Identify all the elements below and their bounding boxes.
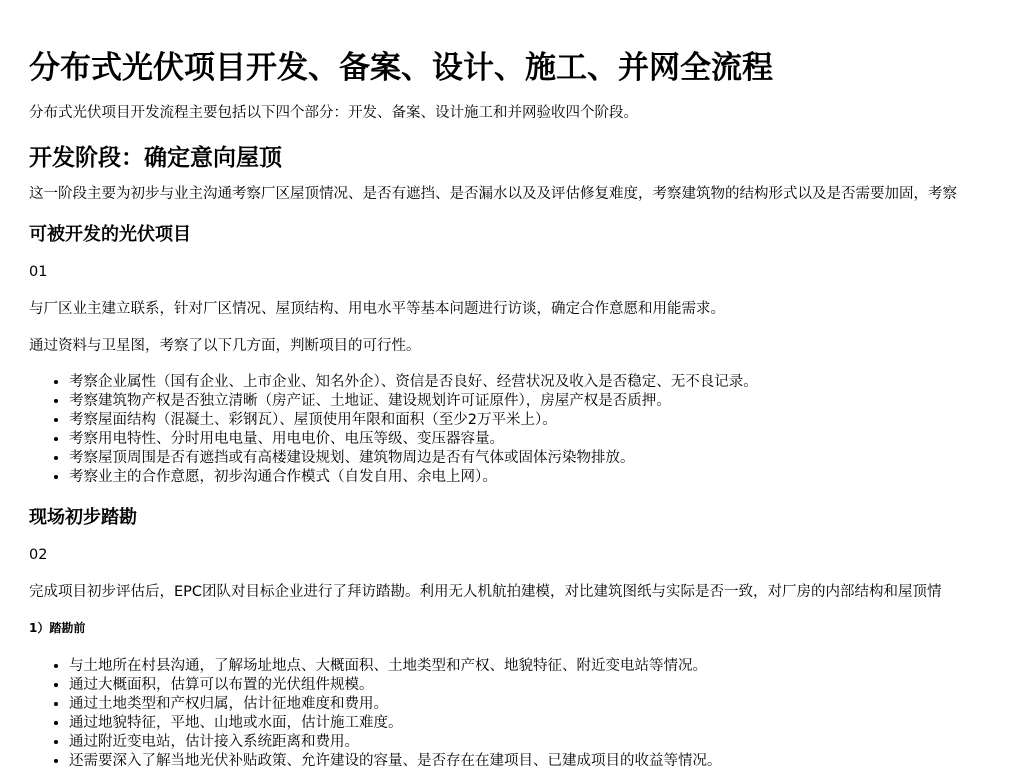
list-item: • 还需要深入了解当地光伏补贴政策、允许建设的容量、是否存在在建项目、已建成项目的收益等情况。	[69, 752, 1024, 768]
article-content	[29, 48, 1024, 768]
step2-checklist	[29, 657, 1024, 768]
list-item: • 考察建筑物产权是否独立清晰（房产证、土地证、建设规划许可证原件），房屋产权是否质押。	[69, 392, 1024, 411]
list-item: • 与土地所在村县沟通，了解场址地点、大概面积、土地类型和产权、地貌特征、附近变电站等情况。	[69, 657, 1024, 676]
step1-text-contact: 与厂区业主建立联系，针对厂区情况、屋顶结构、用电水平等基本问题进行访谈，确定合作意愿和用能需求。	[29, 301, 725, 317]
list-item: • 考察屋面结构（混凝土、彩钢瓦）、屋顶使用年限和面积（至少2万平米上）。	[69, 411, 1024, 430]
step1-checklist	[29, 373, 1024, 487]
step1-text-feasibility: 通过资料与卫星图，考察了以下几方面，判断项目的可行性。	[29, 338, 421, 354]
list-item: • 考察用电特性、分时用电电量、用电电价、电压等级、变压器容量。	[69, 430, 1024, 449]
step1-number: 01	[29, 264, 48, 280]
list-item: • 通过大概面积，估算可以布置的光伏组件规模。	[69, 676, 1024, 695]
list-item: • 通过地貌特征，平地、山地或水面，估计施工难度。	[69, 714, 1024, 733]
step2-subheading-before-survey: 1）踏勘前	[29, 621, 86, 635]
list-item: • 考察企业属性（国有企业、上市企业、知名外企）、资信是否良好、经营状况及收入是否稳定、无不良记录。	[69, 373, 1024, 392]
step2-number: 02	[29, 547, 48, 563]
list-item: • 通过附近变电站，估计接入系统距离和费用。	[69, 733, 1024, 752]
list-item: • 考察屋顶周围是否有遮挡或有高楼建设规划、建筑物周边是否有气体或固体污染物排放。	[69, 449, 1024, 468]
article-intro: 分布式光伏项目开发流程主要包括以下四个部分：开发、备案、设计施工和并网验收四个阶段。	[29, 105, 638, 121]
list-item: • 考察业主的合作意愿，初步沟通合作模式（自发自用、余电上网）。	[69, 468, 1024, 487]
step2-text: 完成项目初步评估后，EPC团队对目标企业进行了拜访踏勘。利用无人机航拍建模，对比建筑图纸与实际是否一致，对厂房的内部结构和屋顶情	[29, 584, 942, 600]
section-development-text: 这一阶段主要为初步与业主沟通考察厂区屋顶情况、是否有遮挡、是否漏水以及及评估修复难度，考察建筑物的结构形式以及是否需要加固，考察	[29, 186, 957, 202]
section-heading-development: 开发阶段：确定意向屋顶	[29, 145, 282, 171]
step1-heading: 可被开发的光伏项目	[29, 224, 191, 245]
list-item: • 通过土地类型和产权归属，估计征地难度和费用。	[69, 695, 1024, 714]
step2-heading: 现场初步踏勘	[29, 507, 137, 528]
article-title: 分布式光伏项目开发、备案、设计、施工、并网全流程	[29, 50, 773, 86]
